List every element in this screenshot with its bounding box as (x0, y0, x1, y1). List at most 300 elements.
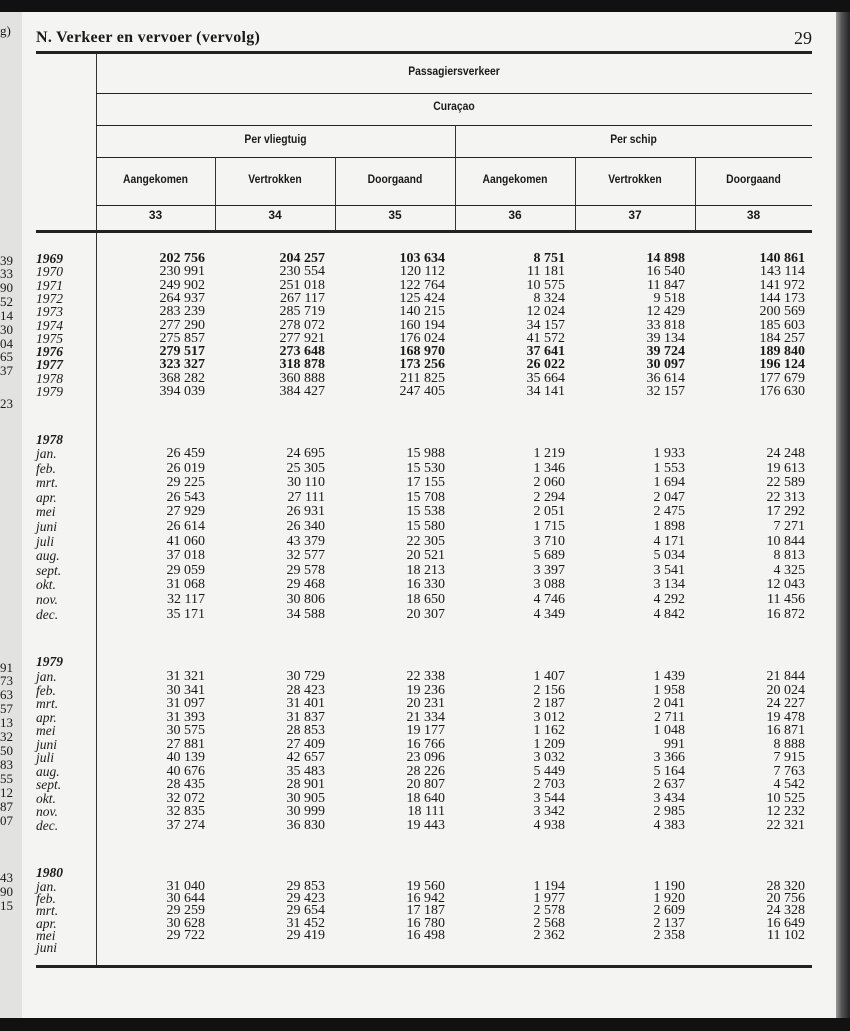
margin-fragment: 15 (0, 898, 13, 913)
table-cell: 26 931 (286, 504, 325, 520)
table-cell: 2 358 (653, 927, 685, 943)
table-cell: 36 614 (646, 370, 685, 386)
table-cell: 1 933 (653, 446, 685, 461)
column-heading: Aangekomen (123, 174, 188, 186)
table-cell: 16 766 (406, 736, 445, 752)
table-cell: 11 181 (527, 264, 565, 280)
margin-fragment: 91 (0, 660, 13, 675)
table-cell: 8 813 (773, 548, 805, 564)
table-cell: 12 043 (766, 577, 805, 593)
margin-fragment: 90 (0, 884, 13, 899)
table-cell: 160 194 (399, 317, 445, 333)
table-cell: 26 019 (166, 460, 205, 476)
row-label: nov. (36, 592, 58, 607)
table-cell: 43 379 (286, 533, 325, 549)
row-label: 1976 (36, 344, 63, 360)
table-cell: 1 194 (533, 879, 565, 894)
margin-fragment: 73 (0, 673, 13, 688)
table-cell: 3 134 (653, 577, 685, 593)
row-label: apr. (36, 709, 57, 725)
column-heading: Vertrokken (608, 174, 662, 186)
row-label: dec. (36, 606, 59, 622)
table-cell: 30 110 (287, 475, 325, 491)
margin-fragment: 55 (0, 771, 13, 786)
table-cell: 22 321 (766, 817, 805, 833)
table-cell: 32 072 (166, 790, 205, 806)
table-cell: 37 641 (526, 344, 565, 360)
table-cell: 3 544 (533, 790, 565, 806)
table-cell: 11 847 (647, 277, 685, 293)
table-cell: 19 443 (406, 817, 445, 833)
table-cell: 3 434 (653, 790, 685, 806)
table-bottom-rule (36, 965, 812, 968)
table-cell: 18 213 (406, 562, 445, 578)
table-cell: 30 806 (286, 592, 325, 607)
row-label: 1977 (36, 357, 63, 373)
table-cell: 29 225 (166, 475, 205, 491)
table-cell: 3 032 (533, 750, 565, 765)
table-cell: 15 580 (406, 519, 445, 534)
table-cell: 19 177 (406, 723, 445, 738)
table-cell: 34 588 (286, 606, 325, 622)
table-cell: 19 613 (766, 460, 805, 476)
table-cell: 2 568 (533, 915, 565, 931)
row-label: mei (36, 504, 56, 520)
table-cell: 2 041 (653, 696, 685, 711)
table-cell: 30 575 (166, 723, 205, 738)
table-cell: 176 630 (759, 384, 805, 399)
table-cell: 29 722 (166, 927, 205, 943)
table-cell: 1 048 (653, 723, 685, 738)
row-label: sept. (36, 777, 62, 792)
table-cell: 4 325 (773, 562, 805, 578)
table-cell: 37 274 (166, 817, 205, 833)
table-cell: 31 068 (166, 577, 205, 593)
table-cell: 103 634 (399, 251, 445, 266)
table-cell: 177 679 (759, 370, 805, 386)
group-heading: Passagiersverkeer (408, 66, 500, 78)
row-label: juli (36, 750, 55, 765)
row-label: mei (36, 723, 56, 738)
table-cell: 31 401 (286, 696, 325, 711)
table-cell: 27 881 (166, 736, 205, 752)
table-cell: 991 (664, 736, 685, 752)
row-label: dec. (36, 817, 59, 833)
table-cell: 279 517 (159, 344, 205, 360)
margin-fragment: 04 (0, 336, 13, 351)
table-cell: 360 888 (279, 370, 325, 386)
table-cell: 1 694 (653, 475, 685, 491)
row-label: juni (36, 940, 58, 955)
column-number: 38 (746, 208, 761, 222)
table-cell: 17 155 (406, 475, 445, 491)
table-cell: 251 018 (279, 277, 325, 293)
margin-fragment: 87 (0, 799, 13, 814)
section-title: N. Verkeer en vervoer (vervolg) (36, 29, 261, 46)
table-cell: 9 518 (653, 290, 685, 306)
table-cell: 31 837 (286, 709, 325, 725)
row-label: juni (36, 519, 58, 534)
row-label: mei (36, 927, 56, 943)
row-label: mrt. (36, 475, 59, 491)
table-cell: 27 409 (286, 736, 325, 752)
period-heading: 1980 (36, 865, 63, 880)
row-label: juni (36, 736, 58, 752)
period-heading: 1978 (36, 432, 63, 447)
table-cell: 4 842 (653, 606, 685, 622)
table-cell: 35 664 (526, 370, 565, 386)
row-label: aug. (36, 763, 60, 779)
row-label: 1972 (36, 290, 63, 306)
table-cell: 22 305 (406, 533, 445, 549)
table-cell: 23 096 (406, 750, 445, 765)
row-label: aug. (36, 548, 60, 564)
table-cell: 143 114 (760, 264, 805, 280)
table-cell: 15 538 (406, 504, 445, 520)
mode-heading-air: Per vliegtuig (244, 134, 307, 146)
row-label: jan. (36, 446, 57, 461)
table-cell: 16 780 (406, 915, 445, 931)
table-cell: 37 018 (166, 548, 205, 564)
row-label: sept. (36, 562, 62, 578)
table-cell: 10 575 (526, 277, 565, 293)
table-cell: 4 292 (653, 592, 685, 607)
margin-fragment: 39 (0, 253, 13, 268)
table-cell: 16 649 (766, 915, 805, 931)
row-label: okt. (36, 577, 56, 593)
row-label: 1969 (36, 251, 63, 266)
page-number: 29 (794, 28, 812, 48)
table-cell: 3 366 (653, 750, 685, 765)
margin-fragment: 50 (0, 743, 13, 758)
table-cell: 24 227 (766, 696, 805, 711)
table-cell: 15 708 (406, 489, 445, 505)
table-cell: 30 644 (166, 891, 205, 907)
table-cell: 14 898 (646, 251, 685, 266)
row-label: apr. (36, 915, 57, 931)
margin-fragment: 83 (0, 757, 13, 772)
table-cell: 2 637 (653, 777, 685, 792)
table-cell: 39 724 (646, 344, 685, 360)
table-cell: 21 844 (766, 669, 805, 684)
table-cell: 19 560 (406, 879, 445, 894)
table-cell: 32 117 (167, 592, 205, 607)
table-cell: 31 040 (166, 879, 205, 894)
table-cell: 4 349 (533, 606, 565, 622)
table-cell: 140 861 (759, 251, 805, 266)
table-cell: 211 825 (400, 370, 445, 386)
row-label: okt. (36, 790, 56, 806)
table-cell: 12 429 (646, 304, 685, 320)
top-rule (36, 51, 812, 54)
table-cell: 22 313 (766, 489, 805, 505)
table-cell: 40 139 (166, 750, 205, 765)
table-cell: 4 938 (533, 817, 565, 833)
table-cell: 31 321 (166, 669, 205, 684)
table-cell: 20 024 (766, 682, 805, 698)
table-cell: 368 282 (159, 370, 205, 386)
table-cell: 173 256 (399, 357, 445, 373)
table-cell: 176 024 (399, 330, 445, 346)
table-cell: 249 902 (159, 277, 205, 293)
table-cell: 30 729 (286, 669, 325, 684)
table-cell: 33 818 (646, 317, 685, 333)
table-cell: 29 419 (286, 927, 325, 943)
column-number: 35 (388, 208, 402, 222)
table-cell: 273 648 (279, 344, 325, 360)
table-cell: 31 452 (286, 915, 325, 931)
table-cell: 32 835 (166, 804, 205, 819)
table-cell: 1 715 (533, 519, 565, 534)
table-cell: 42 657 (286, 750, 325, 765)
column-heading: Doorgaand (367, 174, 423, 186)
table-cell: 18 640 (406, 790, 445, 806)
table-cell: 26 543 (166, 489, 205, 505)
table-cell: 283 239 (159, 304, 205, 320)
table-cell: 12 232 (766, 804, 805, 819)
column-number: 36 (508, 208, 522, 222)
table-cell: 2 060 (533, 475, 565, 491)
table-cell: 384 427 (279, 384, 325, 399)
table-cell: 17 292 (766, 504, 805, 520)
column-number: 37 (628, 208, 642, 222)
table-cell: 4 542 (773, 777, 805, 792)
table-cell: 196 124 (759, 357, 805, 373)
subgroup-heading: Curaçao (433, 101, 475, 113)
table-cell: 3 541 (653, 562, 685, 578)
table-cell: 35 483 (286, 763, 325, 779)
table-cell: 4 383 (653, 817, 685, 833)
table-cell: 16 498 (406, 927, 445, 943)
table-cell: 277 290 (159, 317, 205, 333)
table-cell: 20 521 (406, 548, 445, 564)
period-heading: 1979 (36, 654, 63, 669)
table-cell: 32 577 (286, 548, 325, 564)
table-cell: 202 756 (159, 251, 205, 266)
rule (96, 205, 812, 206)
table-cell: 35 171 (166, 606, 205, 622)
table-cell: 28 320 (766, 879, 805, 894)
row-label: feb. (36, 891, 56, 907)
margin-fragment: 23 (0, 396, 13, 411)
row-label: feb. (36, 682, 56, 698)
margin-fragment: 57 (0, 701, 13, 716)
row-label: mrt. (36, 903, 59, 919)
table-cell: 19 478 (766, 709, 805, 725)
rule (96, 157, 812, 158)
column-heading: Doorgaand (726, 174, 781, 186)
table-cell: 285 719 (279, 304, 325, 320)
table-cell: 39 134 (646, 330, 685, 346)
margin-fragment: 65 (0, 349, 13, 364)
table-cell: 3 088 (533, 577, 565, 593)
column-number: 33 (148, 208, 163, 222)
table-cell: 16 330 (406, 577, 445, 593)
table-cell: 1 920 (653, 891, 685, 907)
table-cell: 12 024 (526, 304, 565, 320)
table-cell: 3 710 (533, 533, 565, 549)
header-bottom-rule (36, 230, 812, 233)
table-cell: 323 327 (159, 357, 205, 373)
table-cell: 4 746 (533, 592, 565, 607)
margin-fragment: 13 (0, 715, 13, 730)
table-cell: 120 112 (400, 264, 445, 280)
table-cell: 3 012 (533, 709, 565, 725)
table-cell: 2 985 (653, 804, 685, 819)
row-label: nov. (36, 804, 58, 819)
table-cell: 10 525 (766, 790, 805, 806)
table-cell: 25 305 (286, 460, 325, 476)
table-cell: 1 958 (653, 682, 685, 698)
table-cell: 18 650 (406, 592, 445, 607)
table-cell: 2 047 (653, 489, 685, 505)
table-cell: 28 423 (286, 682, 325, 698)
table-cell: 278 072 (279, 317, 325, 333)
table-cell: 15 530 (406, 460, 445, 476)
table-cell: 16 871 (766, 723, 805, 738)
row-label: jan. (36, 879, 57, 894)
rule (96, 93, 812, 94)
table-cell: 30 905 (286, 790, 325, 806)
margin-fragment: 37 (0, 363, 13, 378)
table-cell: 16 540 (646, 264, 685, 280)
table-cell: 277 921 (279, 330, 325, 346)
margin-fragment: 32 (0, 729, 13, 744)
table-cell: 41 572 (526, 330, 565, 346)
table-cell: 29 423 (286, 891, 325, 907)
table-cell: 318 878 (279, 357, 325, 373)
table-cell: 28 853 (286, 723, 325, 738)
table-cell: 1 209 (533, 736, 565, 752)
table-cell: 230 991 (159, 264, 205, 280)
column-heading: Vertrokken (248, 174, 302, 186)
table-cell: 19 236 (406, 682, 445, 698)
table-cell: 15 988 (406, 446, 445, 461)
table-cell: 3 397 (533, 562, 565, 578)
table-cell: 29 578 (286, 562, 325, 578)
table-cell: 2 475 (653, 504, 685, 520)
table-cell: 8 888 (773, 736, 805, 752)
column-heading: Aangekomen (482, 174, 548, 186)
table-cell: 2 051 (533, 504, 565, 520)
table-cell: 230 554 (279, 264, 325, 280)
table-cell: 1 162 (533, 723, 565, 738)
margin-fragment: 12 (0, 785, 13, 800)
table-cell: 20 231 (406, 696, 445, 711)
table-cell: 29 259 (166, 903, 205, 919)
table-cell: 24 248 (766, 446, 805, 461)
table-cell: 8 324 (533, 290, 565, 306)
table-cell: 1 190 (653, 879, 685, 894)
table-cell: 26 340 (286, 519, 325, 534)
table-cell: 2 362 (533, 927, 565, 943)
table-cell: 7 271 (773, 519, 805, 534)
table-cell: 11 102 (767, 927, 805, 943)
table-cell: 2 711 (654, 709, 685, 725)
table-cell: 11 456 (767, 592, 805, 607)
table-cell: 5 164 (653, 763, 685, 779)
table-cell: 31 097 (166, 696, 205, 711)
table-cell: 22 338 (406, 669, 445, 684)
table-cell: 2 294 (533, 489, 565, 505)
facing-page-edge (0, 12, 22, 1018)
rule (96, 125, 812, 126)
row-label: jan. (36, 669, 57, 684)
table-cell: 168 970 (399, 344, 445, 360)
margin-fragment: 30 (0, 322, 13, 337)
table-cell: 36 830 (286, 817, 325, 833)
table-cell: 5 449 (533, 763, 565, 779)
margin-fragment: 90 (0, 280, 13, 295)
table-cell: 29 468 (286, 577, 325, 593)
row-label: 1970 (36, 264, 63, 280)
table-cell: 144 173 (759, 290, 805, 306)
table-cell: 1 346 (533, 460, 565, 476)
margin-fragment: 43 (0, 870, 13, 885)
table-cell: 24 695 (286, 446, 325, 461)
table-cell: 185 603 (759, 317, 805, 333)
table-cell: 26 459 (166, 446, 205, 461)
table-cell: 8 751 (533, 251, 565, 266)
table-cell: 1 219 (533, 446, 565, 461)
table-cell: 29 654 (286, 903, 325, 919)
table-cell: 3 342 (533, 804, 565, 819)
margin-fragment: 14 (0, 308, 13, 323)
table-cell: 20 756 (766, 891, 805, 907)
row-label: 1978 (36, 370, 63, 386)
table-cell: 189 840 (759, 344, 805, 360)
page-edge (836, 12, 850, 1018)
table-cell: 17 187 (406, 903, 445, 919)
table-cell: 264 937 (159, 290, 205, 306)
column-number: 34 (268, 208, 282, 222)
table-cell: 125 424 (399, 290, 445, 306)
table-cell: 28 901 (286, 777, 325, 792)
row-label: 1979 (36, 384, 63, 399)
table-cell: 20 807 (406, 777, 445, 792)
table-cell: 29 059 (166, 562, 205, 578)
table-cell: 4 171 (653, 533, 685, 549)
margin-fragment: g) (0, 23, 11, 38)
table-cell: 22 589 (766, 475, 805, 491)
table-cell: 275 857 (159, 330, 205, 346)
table-cell: 2 156 (533, 682, 565, 698)
table-cell: 27 111 (287, 489, 325, 505)
table-cell: 26 022 (526, 357, 565, 373)
table-cell: 394 039 (159, 384, 205, 399)
table-cell: 31 393 (166, 709, 205, 725)
table-cell: 29 853 (286, 879, 325, 894)
row-label: 1975 (36, 330, 63, 346)
table-cell: 2 137 (653, 915, 685, 931)
table-cell: 184 257 (759, 330, 805, 346)
table-cell: 1 977 (533, 891, 565, 907)
table-cell: 24 328 (766, 903, 805, 919)
table-cell: 30 097 (646, 357, 685, 373)
table-cell: 247 405 (399, 384, 445, 399)
table-cell: 30 999 (286, 804, 325, 819)
table-cell: 140 215 (399, 304, 445, 320)
table-cell: 2 578 (533, 903, 565, 919)
table-cell: 2 703 (533, 777, 565, 792)
row-label: feb. (36, 460, 56, 476)
table-cell: 30 628 (166, 915, 205, 931)
table-cell: 200 569 (759, 304, 805, 320)
table-cell: 27 929 (166, 504, 205, 520)
row-label: juli (36, 533, 55, 549)
table-cell: 2 187 (533, 696, 565, 711)
table-cell: 10 844 (766, 533, 805, 549)
